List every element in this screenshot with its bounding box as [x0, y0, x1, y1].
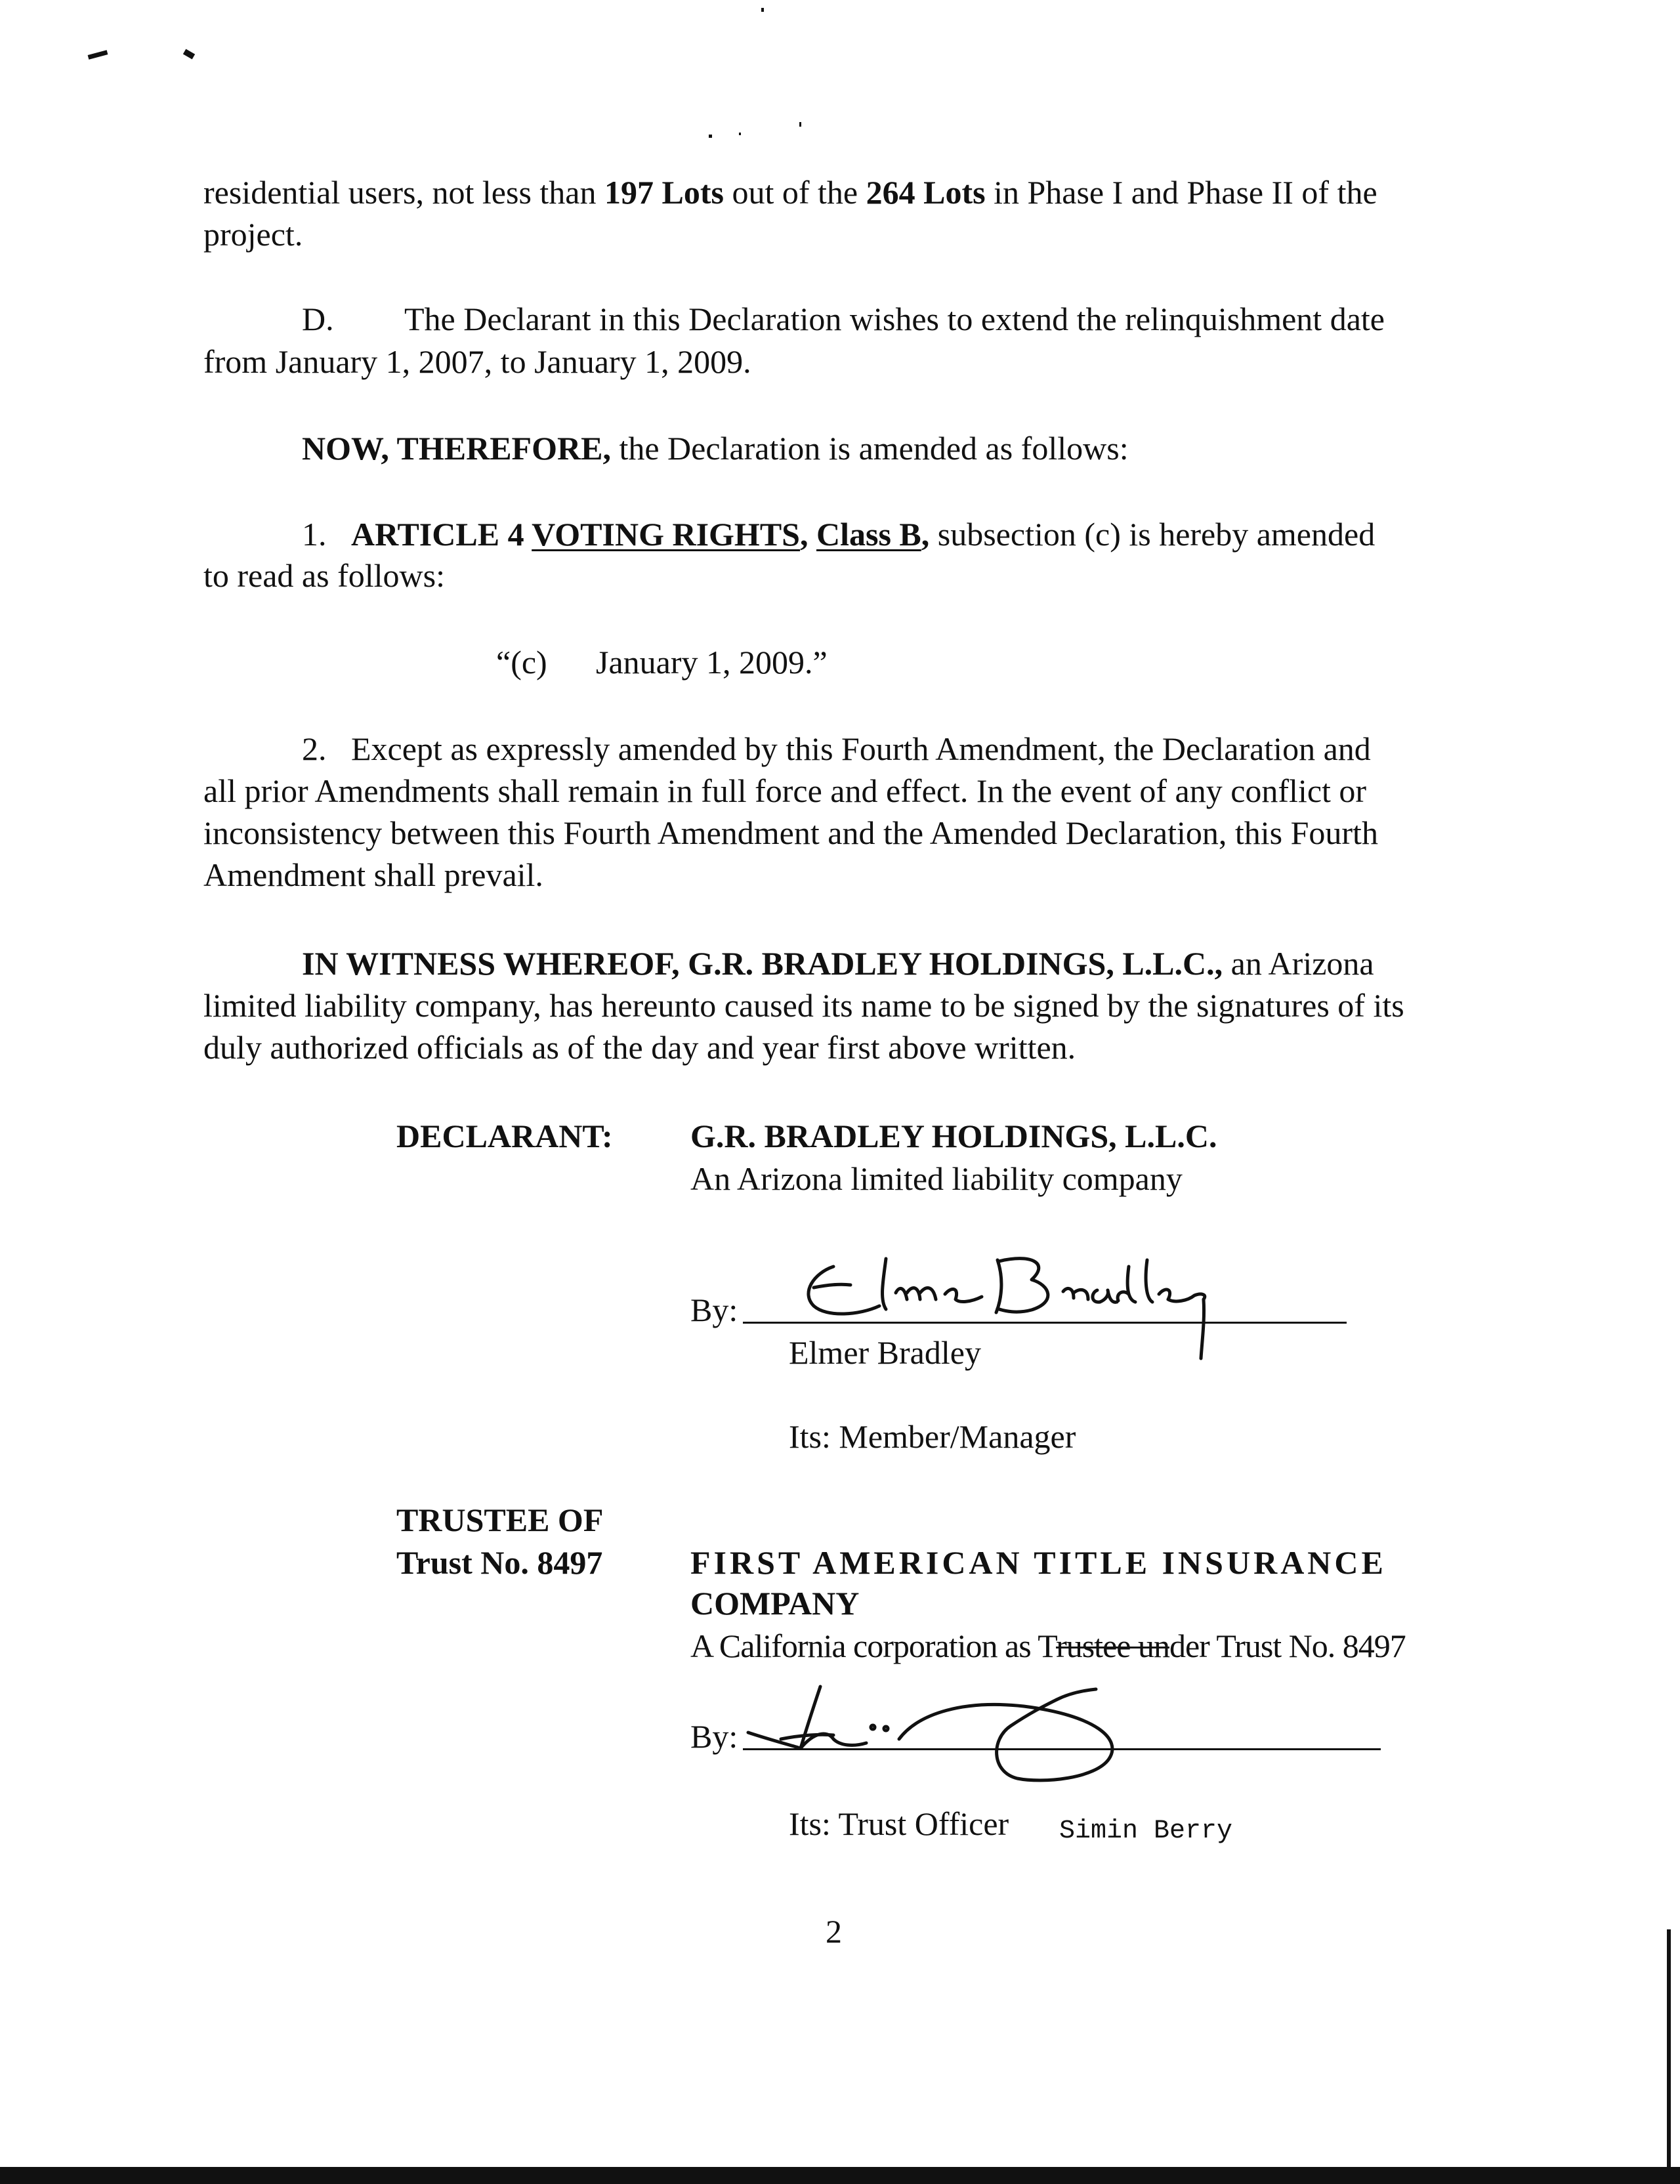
- declarant-signer-name: Elmer Bradley: [789, 1334, 981, 1371]
- scan-mark: [183, 49, 195, 60]
- item-1-number: 1.: [302, 516, 327, 553]
- scan-mark: [709, 135, 712, 138]
- item-2-number: 2.: [302, 730, 327, 767]
- paragraph-d-letter: D.: [302, 301, 334, 337]
- item-1-quote-text: January 1, 2009.”: [596, 644, 828, 681]
- item-1-quote-label: “(c): [496, 644, 547, 681]
- text-span: der Trust No. 8497: [1169, 1628, 1406, 1664]
- scan-mark: [799, 122, 801, 127]
- lots-264: 264 Lots: [866, 174, 986, 211]
- text-span: ,: [921, 516, 930, 553]
- text-span: Except as expressly amended by this Fourth Amendment, the Declaration and: [351, 730, 1371, 767]
- lots-197: 197 Lots: [604, 174, 724, 211]
- scan-mark: [739, 133, 741, 135]
- declarant-label: DECLARANT:: [396, 1118, 613, 1154]
- declarant-company: G.R. BRADLEY HOLDINGS, L.L.C.: [690, 1118, 1217, 1154]
- text-span: subsection (c) is hereby amended: [929, 516, 1376, 553]
- declarant-company-type: An Arizona limited liability company: [690, 1160, 1183, 1197]
- paragraph-d-line-1: The Declarant in this Declaration wishes to extend the relinquishment date: [404, 301, 1385, 337]
- text-span: an Arizona: [1223, 945, 1374, 982]
- residential-line-2: project.: [203, 216, 303, 253]
- witness-line-3: duly authorized officials as of the day and year first above written.: [203, 1029, 1076, 1066]
- trustee-company-line-1: FIRST AMERICAN TITLE INSURANCE: [690, 1544, 1387, 1581]
- text-span: the Declaration is amended as follows:: [610, 430, 1129, 467]
- text-span: out of the: [723, 174, 866, 211]
- page-number: 2: [826, 1913, 842, 1950]
- witness-bold: IN WITNESS WHEREOF, G.R. BRADLEY HOLDINGS, L.L.C.,: [302, 945, 1223, 982]
- text-span: in Phase I and Phase II of the: [985, 174, 1377, 211]
- text-span: residential users, not less than: [203, 174, 604, 211]
- item-2-line-2: all prior Amendments shall remain in full force and effect. In the event of any conflict or: [203, 772, 1367, 809]
- text-span: A California corporation as T: [690, 1628, 1057, 1664]
- paragraph-d-line-2: from January 1, 2007, to January 1, 2009.: [203, 343, 751, 380]
- residential-line-1: [203, 172, 1377, 213]
- trustee-its: Its: Trust Officer: [789, 1805, 1009, 1842]
- class-b: Class B: [816, 516, 921, 553]
- scan-mark: [88, 50, 108, 60]
- item-1-line-2: to read as follows:: [203, 557, 445, 594]
- item-1-line-1: [302, 514, 1375, 555]
- text-span: ,: [800, 516, 816, 553]
- declarant-by-label: By:: [690, 1292, 738, 1328]
- struck-text: rustee un: [1056, 1628, 1169, 1664]
- trust-officer-name: Simin Berry: [1059, 1816, 1233, 1846]
- declarant-its: Its: Member/Manager: [789, 1418, 1076, 1455]
- witness-line-2: limited liability company, has hereunto caused its name to be signed by the signatures of its: [203, 987, 1404, 1024]
- article-4: ARTICLE 4: [351, 516, 532, 553]
- scan-edge-bottom: [0, 2167, 1680, 2184]
- trust-officer-signature: [742, 1667, 1162, 1824]
- trustee-description: [690, 1626, 1406, 1666]
- trustee-company-line-2: COMPANY: [690, 1585, 860, 1622]
- voting-rights: VOTING RIGHTS: [532, 516, 800, 553]
- item-2-line-3: inconsistency between this Fourth Amendment and the Amended Declaration, this Fourth: [203, 814, 1378, 851]
- scan-edge-right: [1667, 1929, 1671, 2172]
- trustee-by-label: By:: [690, 1718, 738, 1755]
- item-2-line-1: [302, 728, 1371, 769]
- scan-mark: [761, 8, 764, 12]
- item-2-line-4: Amendment shall prevail.: [203, 856, 543, 893]
- now-therefore-bold: NOW, THEREFORE,: [302, 430, 611, 467]
- now-therefore-line: [302, 428, 1129, 469]
- trustee-label-line-2: Trust No. 8497: [396, 1544, 603, 1581]
- trustee-label-line-1: TRUSTEE OF: [396, 1502, 604, 1538]
- witness-line-1: [302, 943, 1374, 984]
